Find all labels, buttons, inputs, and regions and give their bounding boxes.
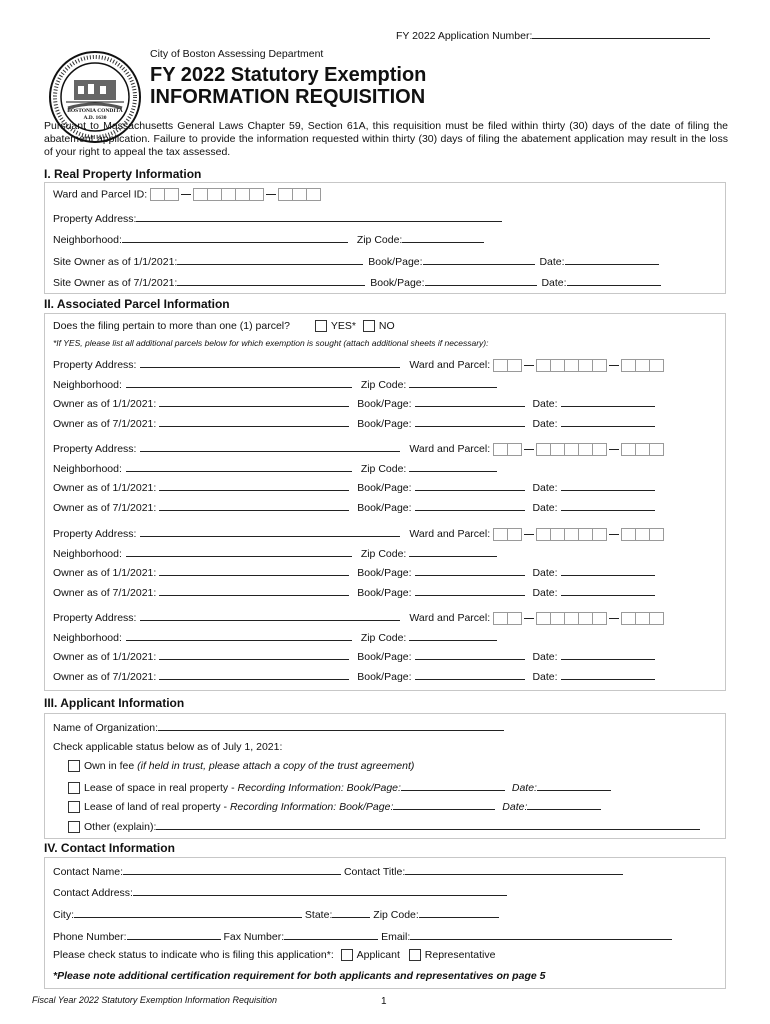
parcel-sub-cells[interactable] (621, 443, 664, 456)
parcel-date-label: Date: (532, 418, 558, 430)
fax-label: Fax Number: (223, 931, 285, 943)
filing-status-row (53, 949, 495, 961)
zip-label: Zip Code: (356, 234, 403, 246)
parcel-owner-jan-row (53, 565, 655, 579)
page-number: 1 (381, 996, 387, 1007)
lease-land-date-field[interactable] (527, 799, 601, 810)
parcel-neighborhood-label: Neighborhood: (53, 632, 122, 644)
parcel-zip-field[interactable] (409, 630, 497, 641)
fax-field[interactable] (284, 929, 378, 940)
owner-jan-field[interactable] (177, 254, 363, 265)
zip-field[interactable] (419, 907, 499, 918)
parcel-ward-label: Ward and Parcel: (409, 528, 491, 540)
parcel-zip-label: Zip Code: (360, 632, 407, 644)
seal-text: BOSTONIA CONDITA A.D. 1630 (67, 108, 123, 121)
date-label: Date: (541, 277, 567, 289)
parcel-book-field[interactable] (415, 649, 525, 660)
city-label: City: (53, 909, 74, 921)
book-page-field[interactable] (425, 275, 537, 286)
parcel-neighborhood-row (53, 461, 497, 475)
parcel-ward-cells[interactable] (493, 359, 522, 372)
representative-label: Representative (424, 949, 496, 961)
parcel-owner-jan-label: Owner as of 1/1/2021: (53, 651, 157, 663)
parcel-owner-jan-row (53, 480, 655, 494)
status-lease-land (68, 799, 601, 813)
parcel-date-label: Date: (532, 502, 558, 514)
property-address-field[interactable] (136, 211, 502, 222)
parcel-book-label: Book/Page: (357, 398, 412, 410)
parcel-date-field[interactable] (561, 480, 655, 491)
page-title (150, 64, 426, 108)
parcel-address-row (53, 526, 664, 541)
parcel-book-field[interactable] (415, 480, 525, 491)
zip-field[interactable] (402, 232, 484, 243)
lease-space-checkbox[interactable] (68, 782, 80, 794)
parcel-parcel-cells[interactable] (536, 443, 607, 456)
parcel-date-field[interactable] (561, 565, 655, 576)
phone-row (53, 929, 672, 943)
applicant-label: Applicant (356, 949, 400, 961)
parcel-owner-jul-row (53, 585, 655, 599)
parcel-date-field[interactable] (561, 500, 655, 511)
lease-space-book-field[interactable] (401, 780, 505, 791)
parcel-owner-jul-label: Owner as of 7/1/2021: (53, 587, 157, 599)
application-number-field[interactable] (532, 28, 710, 39)
date-field[interactable] (565, 254, 659, 265)
ward-parcel-label: Ward and Parcel ID: (53, 188, 148, 201)
city-row (53, 907, 499, 921)
parcel-address-field[interactable] (140, 441, 400, 452)
neighborhood-field[interactable] (122, 232, 348, 243)
parcel-owner-jul-row (53, 500, 655, 514)
parcel-owner-jul-field[interactable] (159, 416, 349, 427)
parcel-owner-jul-label: Owner as of 7/1/2021: (53, 418, 157, 430)
parcel-owner-jan-field[interactable] (159, 649, 349, 660)
parcel-owner-jan-label: Owner as of 1/1/2021: (53, 482, 157, 494)
parcel-date-label: Date: (532, 587, 558, 599)
parcel-date-field[interactable] (561, 649, 655, 660)
state-label: State: (304, 909, 333, 921)
no-checkbox[interactable] (363, 320, 375, 332)
parcel-neighborhood-label: Neighborhood: (53, 548, 122, 560)
parcel-owner-jul-row (53, 416, 655, 430)
contact-address-label: Contact Address: (53, 887, 133, 899)
parcel-owner-jul-label: Owner as of 7/1/2021: (53, 671, 157, 683)
lease-space-date-label: Date: (511, 782, 537, 794)
other-field[interactable] (156, 819, 700, 830)
phone-label: Phone Number: (53, 931, 127, 943)
parcel-address-field[interactable] (140, 357, 400, 368)
email-label: Email: (381, 931, 411, 943)
parcel-address-field[interactable] (140, 610, 400, 621)
parcel-ward-label: Ward and Parcel: (409, 359, 491, 371)
date-field[interactable] (567, 275, 661, 286)
ward-parcel-row (53, 188, 321, 201)
parcel-owner-jul-field[interactable] (159, 585, 349, 596)
parcel-owner-jul-field[interactable] (159, 669, 349, 680)
parcel-ward-label: Ward and Parcel: (409, 612, 491, 624)
parcel-parcel-cells[interactable] (536, 528, 607, 541)
section-2-heading: II. Associated Parcel Information (44, 297, 230, 311)
section-3-heading: III. Applicant Information (44, 696, 185, 710)
ward-cells[interactable] (150, 188, 179, 201)
org-name-field[interactable] (158, 720, 504, 731)
property-address-label: Property Address: (53, 213, 137, 225)
multi-parcel-question (53, 320, 395, 332)
book-page-field[interactable] (423, 254, 535, 265)
email-field[interactable] (410, 929, 672, 940)
applicant-checkbox[interactable] (341, 949, 353, 961)
book-page-label: Book/Page: (370, 277, 425, 289)
parcel-parcel-cells[interactable] (536, 612, 607, 625)
parcel-neighborhood-field[interactable] (126, 377, 352, 388)
parcel-owner-jan-field[interactable] (159, 396, 349, 407)
parcel-date-label: Date: (532, 398, 558, 410)
title-line-1: FY 2022 Statutory Exemption (150, 64, 427, 86)
parcel-address-row (53, 357, 664, 372)
own-in-fee-checkbox[interactable] (68, 760, 80, 772)
subparcel-cells[interactable] (278, 188, 321, 201)
parcel-book-label: Book/Page: (357, 482, 412, 494)
department-name: City of Boston Assessing Department (150, 48, 324, 60)
parcel-neighborhood-row (53, 630, 497, 644)
parcel-zip-label: Zip Code: (360, 548, 407, 560)
parcel-book-field[interactable] (415, 669, 525, 680)
owner-jul-label: Site Owner as of 7/1/2021: (53, 277, 178, 289)
parcel-owner-jan-label: Owner as of 1/1/2021: (53, 398, 157, 410)
certification-note: *Please note additional certification requirement for both applicants and representatives on page 5 (53, 970, 546, 982)
section-4-heading: IV. Contact Information (44, 841, 175, 855)
status-own-in-fee (68, 760, 414, 772)
yes-checkbox[interactable] (315, 320, 327, 332)
owner-jan-row (53, 254, 659, 268)
parcel-book-label: Book/Page: (357, 671, 412, 683)
multi-parcel-note: *If YES, please list all additional parcels below for which exemption is sought (attach additional sheets if necessary): (53, 338, 489, 348)
parcel-parcel-cells[interactable] (536, 359, 607, 372)
parcel-zip-label: Zip Code: (360, 463, 407, 475)
parcel-ward-cells[interactable] (493, 528, 522, 541)
status-lease-space (68, 780, 611, 794)
lease-land-date-label: Date: (502, 801, 528, 813)
parcel-owner-jan-row (53, 396, 655, 410)
phone-field[interactable] (127, 929, 221, 940)
parcel-address-label: Property Address: (53, 528, 137, 540)
other-label: Other (explain): (84, 821, 157, 833)
parcel-neighborhood-field[interactable] (126, 461, 352, 472)
parcel-neighborhood-field[interactable] (126, 630, 352, 641)
parcel-date-field[interactable] (561, 416, 655, 427)
neighborhood-row (53, 232, 484, 246)
parcel-zip-label: Zip Code: (360, 379, 407, 391)
parcel-book-field[interactable] (415, 565, 525, 576)
parcel-book-field[interactable] (415, 500, 525, 511)
zip-label: Zip Code: (373, 909, 419, 921)
contact-name-field[interactable] (123, 864, 341, 875)
parcel-address-field[interactable] (140, 526, 400, 537)
contact-title-label: Contact Title: (343, 866, 406, 878)
contact-address-row (53, 885, 507, 899)
intro-paragraph: Pursuant to Massachusetts General Laws Chapter 59, Section 61A, this requisition must be filed within thirty (30) days of the date of filing the abatement application. Failure to provide the information requested within thirty (30) days of filing the abatement application may result in the loss of your right to appeal the tax assessed. (44, 120, 728, 158)
parcel-address-row (53, 610, 664, 625)
representative-checkbox[interactable] (409, 949, 421, 961)
parcel-neighborhood-row (53, 546, 497, 560)
parcel-sub-cells[interactable] (621, 359, 664, 372)
parcel-book-field[interactable] (415, 585, 525, 596)
parcel-address-label: Property Address: (53, 443, 137, 455)
lease-land-label: Lease of land of real property - (84, 801, 228, 813)
date-label: Date: (539, 256, 565, 268)
application-number-label: FY 2022 Application Number: (396, 30, 533, 42)
parcel-date-field[interactable] (561, 396, 655, 407)
status-other (68, 819, 700, 833)
parcel-owner-jan-field[interactable] (159, 480, 349, 491)
parcel-date-field[interactable] (561, 585, 655, 596)
title-line-2: INFORMATION REQUISITION (150, 86, 426, 108)
contact-address-field[interactable] (133, 885, 507, 896)
own-in-fee-label: Own in fee (84, 760, 135, 772)
owner-jan-label: Site Owner as of 1/1/2021: (53, 256, 178, 268)
parcel-zip-field[interactable] (409, 461, 497, 472)
lease-land-book-field[interactable] (393, 799, 495, 810)
application-number (396, 28, 710, 42)
parcel-address-row (53, 441, 664, 456)
contact-name-row (53, 864, 623, 878)
org-name-label: Name of Organization: (53, 722, 159, 734)
neighborhood-label: Neighborhood: (53, 234, 122, 246)
book-page-label: Book/Page: (368, 256, 423, 268)
no-label: NO (378, 320, 395, 332)
multi-parcel-label: Does the filing pertain to more than one (1) parcel? (53, 320, 290, 332)
parcel-address-label: Property Address: (53, 612, 137, 624)
filing-status-label: Please check status to indicate who is filing this application*: (53, 949, 334, 961)
other-checkbox[interactable] (68, 821, 80, 833)
parcel-ward-cells[interactable] (493, 612, 522, 625)
parcel-neighborhood-row (53, 377, 497, 391)
lease-land-recording-label: Recording Information: Book/Page: (229, 801, 394, 813)
parcel-sub-cells[interactable] (621, 612, 664, 625)
contact-name-label: Contact Name: (53, 866, 124, 878)
parcel-date-label: Date: (532, 482, 558, 494)
lease-land-checkbox[interactable] (68, 801, 80, 813)
parcel-book-label: Book/Page: (357, 567, 412, 579)
parcel-owner-jul-row (53, 669, 655, 683)
parcel-neighborhood-label: Neighborhood: (53, 379, 122, 391)
lease-space-date-field[interactable] (537, 780, 611, 791)
parcel-owner-jul-label: Owner as of 7/1/2021: (53, 502, 157, 514)
city-field[interactable] (74, 907, 302, 918)
parcel-book-label: Book/Page: (357, 418, 412, 430)
footer-title: Fiscal Year 2022 Statutory Exemption Information Requisition (32, 995, 277, 1005)
owner-jul-field[interactable] (177, 275, 365, 286)
parcel-book-label: Book/Page: (357, 587, 412, 599)
parcel-book-field[interactable] (415, 396, 525, 407)
parcel-cells[interactable] (193, 188, 264, 201)
parcel-owner-jan-row (53, 649, 655, 663)
parcel-book-label: Book/Page: (357, 502, 412, 514)
parcel-owner-jan-label: Owner as of 1/1/2021: (53, 567, 157, 579)
contact-title-field[interactable] (405, 864, 623, 875)
parcel-sub-cells[interactable] (621, 528, 664, 541)
parcel-date-label: Date: (532, 671, 558, 683)
parcel-zip-field[interactable] (409, 377, 497, 388)
parcel-neighborhood-label: Neighborhood: (53, 463, 122, 475)
parcel-book-label: Book/Page: (357, 651, 412, 663)
parcel-ward-label: Ward and Parcel: (409, 443, 491, 455)
parcel-address-label: Property Address: (53, 359, 137, 371)
parcel-ward-cells[interactable] (493, 443, 522, 456)
own-in-fee-note: (if held in trust, please attach a copy of the trust agreement) (137, 760, 415, 772)
owner-jul-row (53, 275, 661, 289)
state-field[interactable] (332, 907, 370, 918)
yes-label: YES* (330, 320, 356, 332)
property-address-row (53, 211, 502, 225)
parcel-date-field[interactable] (561, 669, 655, 680)
section-1-heading: I. Real Property Information (44, 167, 202, 181)
parcel-date-label: Date: (532, 567, 558, 579)
parcel-date-label: Date: (532, 651, 558, 663)
parcel-zip-field[interactable] (409, 546, 497, 557)
parcel-owner-jul-field[interactable] (159, 500, 349, 511)
parcel-neighborhood-field[interactable] (126, 546, 352, 557)
check-status-label: Check applicable status below as of July 1, 2021: (53, 741, 283, 753)
parcel-owner-jan-field[interactable] (159, 565, 349, 576)
org-name-row (53, 720, 504, 734)
parcel-book-field[interactable] (415, 416, 525, 427)
lease-space-label: Lease of space in real property - (84, 782, 235, 794)
lease-space-recording-label: Recording Information: Book/Page: (237, 782, 401, 794)
